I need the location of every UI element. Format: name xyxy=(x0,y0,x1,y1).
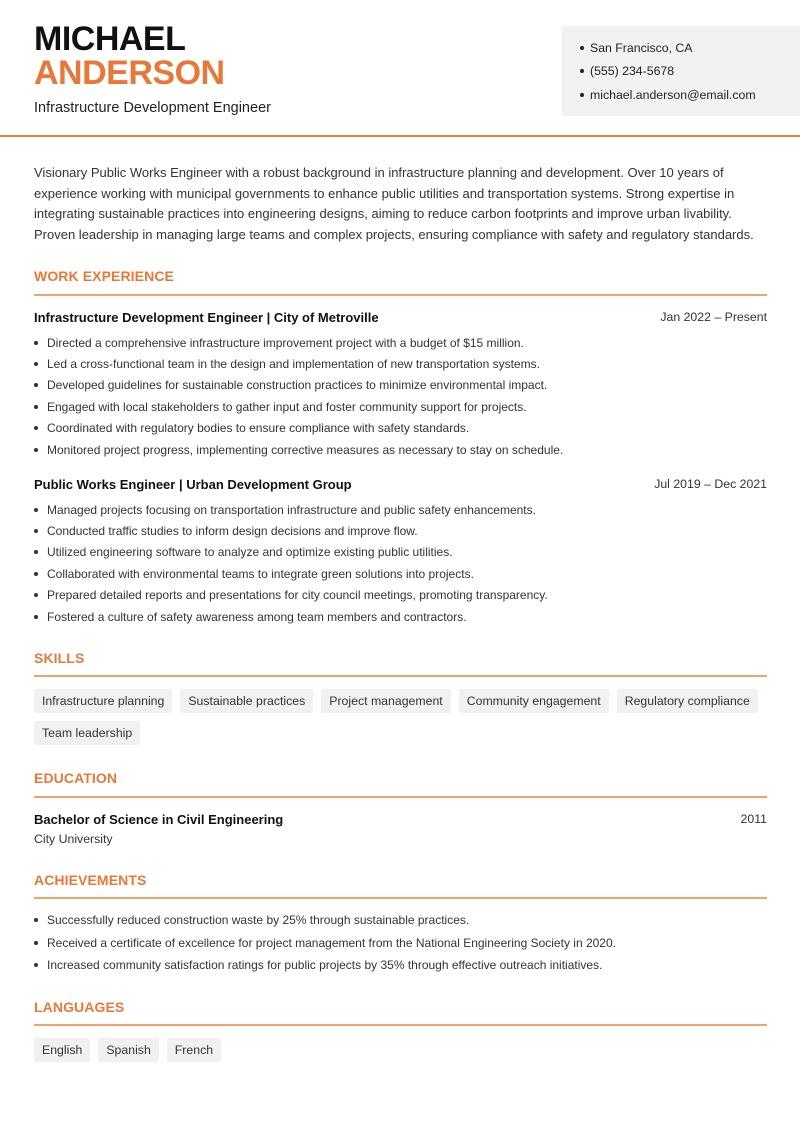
skill-chip: Infrastructure planning xyxy=(34,689,172,713)
bullet-icon xyxy=(34,941,38,945)
job-bullets-1 xyxy=(34,332,774,460)
skills-list xyxy=(34,689,774,745)
section-title-work: WORK EXPERIENCE xyxy=(34,268,174,284)
list-item xyxy=(34,520,774,541)
list-item xyxy=(34,909,774,932)
bullet-text: Successfully reduced construction waste by 25% through sustainable practices. xyxy=(47,913,470,928)
list-item xyxy=(34,954,774,977)
section-title-languages: LANGUAGES xyxy=(34,999,125,1015)
bullet-icon xyxy=(34,448,38,452)
list-item xyxy=(34,606,774,627)
skill-chip: Team leadership xyxy=(34,721,140,745)
job-title-2: Public Works Engineer | Urban Development Group xyxy=(34,477,352,492)
profile-summary: Visionary Public Works Engineer with a robust background in infrastructure planning and development. Over 10 years of experience working with municipal governments to enhance public utilities and transportation systems. Strong expertise in integrating sustainable practices into engineering designs, aiming to reduce carbon footprints and improve urban livability. Proven leadership in managing large teams and complex projects, ensuring compliance with safety and regulatory standards. xyxy=(34,165,754,242)
bullet-text: Developed guidelines for sustainable construction practices to minimize environmental impact. xyxy=(47,378,548,393)
language-chip: Spanish xyxy=(98,1038,158,1062)
section-divider xyxy=(34,897,767,899)
bullet-icon xyxy=(34,572,38,576)
bullet-icon xyxy=(34,362,38,366)
contact-location xyxy=(580,36,800,60)
list-item xyxy=(34,439,774,460)
bullet-icon xyxy=(580,93,584,97)
list-item xyxy=(34,396,774,417)
list-item xyxy=(34,353,774,374)
bullet-text: Led a cross-functional team in the design and implementation of new transportation systems. xyxy=(47,357,540,372)
list-item xyxy=(34,585,774,606)
bullet-text: Collaborated with environmental teams to integrate green solutions into projects. xyxy=(47,566,474,581)
bullet-text: Directed a comprehensive infrastructure improvement project with a budget of $15 million. xyxy=(47,335,524,350)
last-name: ANDERSON xyxy=(34,54,225,92)
bullet-icon xyxy=(34,508,38,512)
graduation-year: 2011 xyxy=(740,812,767,826)
list-item xyxy=(34,542,774,563)
section-title-achievements: ACHIEVEMENTS xyxy=(34,872,147,888)
skill-chip: Community engagement xyxy=(459,689,609,713)
bullet-text: Managed projects focusing on transportation infrastructure and public safety enhancements. xyxy=(47,502,536,517)
list-item xyxy=(34,563,774,584)
list-item xyxy=(34,418,774,439)
job-title-1: Infrastructure Development Engineer | City of Metroville xyxy=(34,310,379,325)
contact-email xyxy=(580,83,800,107)
resume-header xyxy=(0,0,800,137)
skill-chip: Regulatory compliance xyxy=(617,689,758,713)
school-name: City University xyxy=(34,832,113,846)
job-headline: Infrastructure Development Engineer xyxy=(34,100,271,116)
language-chip: French xyxy=(167,1038,221,1062)
bullet-text: Received a certificate of excellence for project management from the National Engineering Society in 2020. xyxy=(47,935,616,950)
degree-title: Bachelor of Science in Civil Engineering xyxy=(34,812,284,827)
bullet-text: Monitored project progress, implementing corrective measures as necessary to stay on schedule. xyxy=(47,442,564,457)
phone-text[interactable]: (555) 234-5678 xyxy=(590,64,675,79)
section-title-skills: SKILLS xyxy=(34,650,85,666)
bullet-icon xyxy=(580,46,584,50)
bullet-icon xyxy=(34,615,38,619)
language-chip: English xyxy=(34,1038,90,1062)
list-item xyxy=(34,932,774,955)
bullet-text: Utilized engineering software to analyze and optimize existing public utilities. xyxy=(47,545,453,560)
bullet-icon xyxy=(34,593,38,597)
bullet-text: Conducted traffic studies to inform design decisions and improve flow. xyxy=(47,524,418,539)
bullet-icon xyxy=(34,550,38,554)
bullet-icon xyxy=(34,426,38,430)
list-item xyxy=(34,499,774,520)
location-text: San Francisco, CA xyxy=(590,40,693,55)
section-divider xyxy=(34,675,767,677)
job-dates-2: Jul 2019 – Dec 2021 xyxy=(654,477,767,491)
first-name: MICHAEL xyxy=(34,20,186,58)
skill-chip: Sustainable practices xyxy=(180,689,313,713)
section-divider xyxy=(34,796,767,798)
section-title-education: EDUCATION xyxy=(34,770,118,786)
bullet-icon xyxy=(34,963,38,967)
bullet-icon xyxy=(34,341,38,345)
candidate-name xyxy=(34,22,225,90)
bullet-text: Coordinated with regulatory bodies to ensure compliance with safety standards. xyxy=(47,421,470,436)
email-link[interactable]: michael.anderson@email.com xyxy=(590,87,756,102)
contact-box xyxy=(562,26,800,116)
bullet-text: Fostered a culture of safety awareness among team members and contractors. xyxy=(47,609,467,624)
bullet-icon xyxy=(34,918,38,922)
bullet-text: Engaged with local stakeholders to gather input and foster community support for projects. xyxy=(47,399,527,414)
achievements-list xyxy=(34,909,774,977)
bullet-text: Prepared detailed reports and presentations for city council meetings, promoting transparency. xyxy=(47,588,548,603)
bullet-icon xyxy=(34,529,38,533)
contact-phone xyxy=(580,60,800,84)
bullet-icon xyxy=(580,69,584,73)
section-divider xyxy=(34,294,767,296)
list-item xyxy=(34,332,774,353)
job-dates-1: Jan 2022 – Present xyxy=(660,310,767,324)
list-item xyxy=(34,375,774,396)
bullet-icon xyxy=(34,405,38,409)
languages-list xyxy=(34,1038,774,1062)
section-divider xyxy=(34,1024,767,1026)
job-bullets-2 xyxy=(34,499,774,627)
bullet-text: Increased community satisfaction ratings for public projects by 35% through effective outreach initiatives. xyxy=(47,958,603,973)
skill-chip: Project management xyxy=(321,689,450,713)
bullet-icon xyxy=(34,383,38,387)
